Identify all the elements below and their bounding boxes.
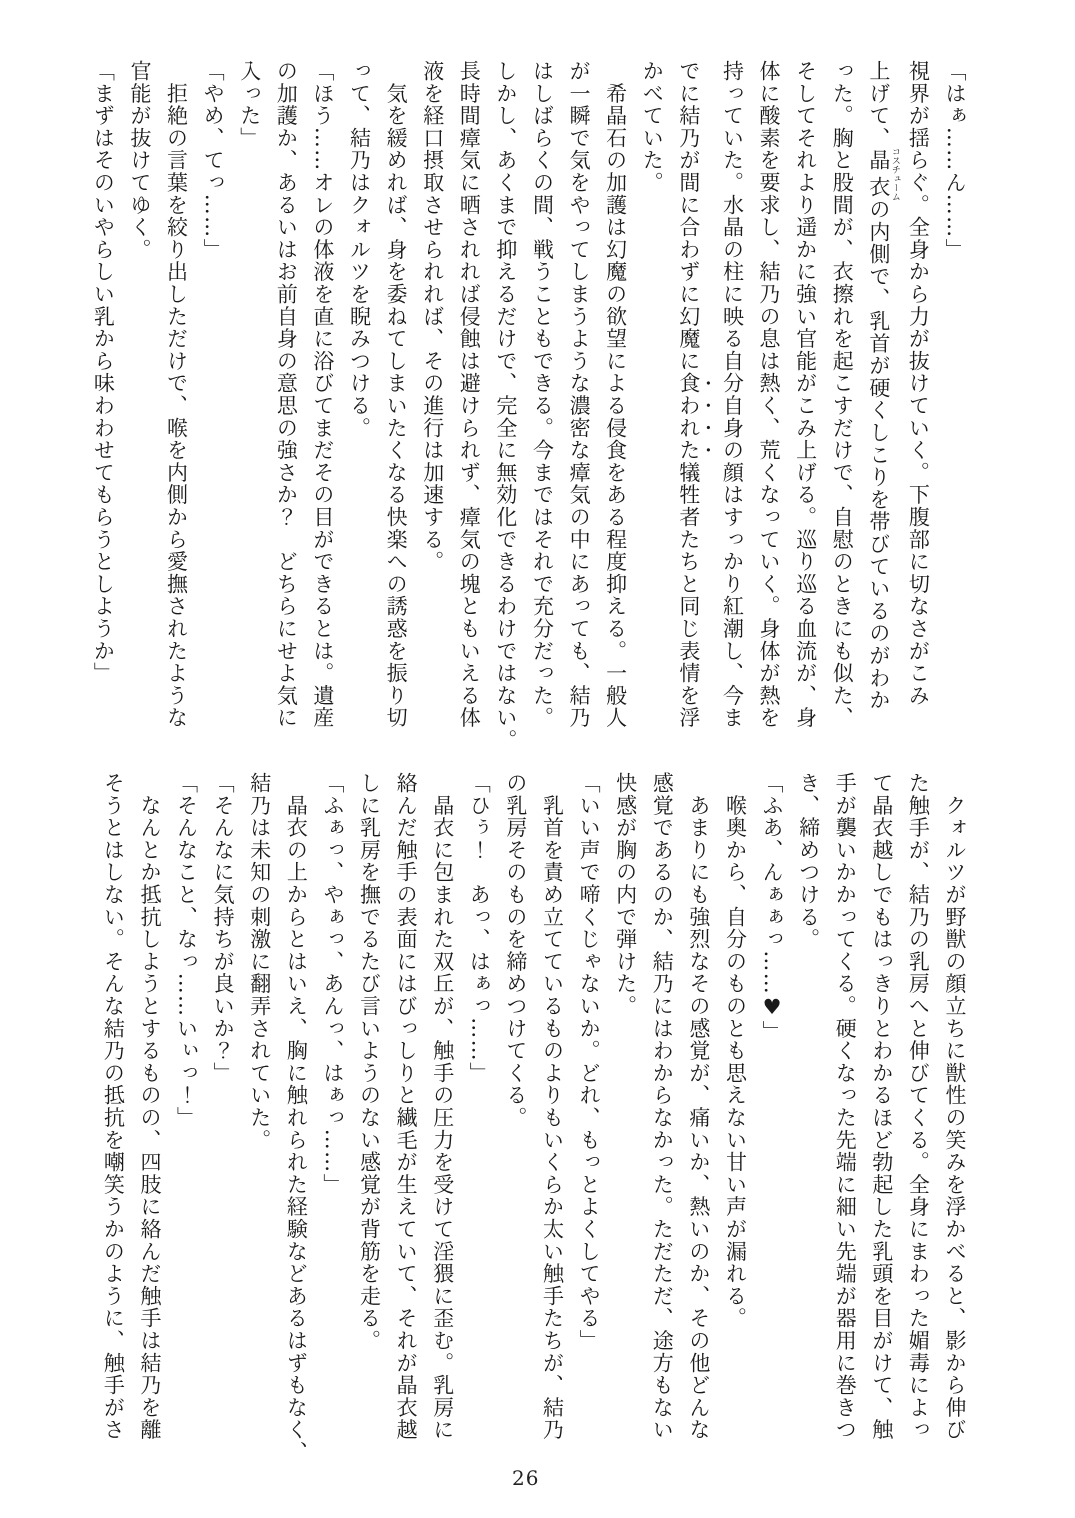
text-block-top [85, 60, 973, 760]
text-line: の乳房そのものを締めつけてくる。 [503, 772, 528, 1129]
text-line: 「はぁ……ん……」 [943, 60, 967, 261]
text-line: 官能が抜けてゆく。 [127, 60, 152, 261]
text-line: しかし、あくまで抑えるだけで、完全に無効化できるわけではない。 [493, 60, 518, 752]
text-line: 晶衣の上からとはいえ、胸に触れられた経験などあるはずもなく、 [284, 772, 309, 1464]
text-line: 結乃は未知の刺激に翻弄されていた。 [247, 772, 272, 1152]
text-line: 「ふあ、んぁぁっ……♥」 [760, 772, 785, 1043]
text-line: 喉奥から、自分のものとも思えない甘い声が漏れる。 [723, 772, 748, 1330]
text-line: た触手が、結乃の乳房へと伸びてくる。全身にまわった媚毒によっ [906, 772, 931, 1441]
text-line: 拒絶の言葉を絞り出しただけで、喉を内側から愛撫されたような [164, 60, 189, 729]
text-line: 液を経口摂取させられれば、その進行は加速する。 [420, 60, 445, 573]
text-line: 希晶石の加護は幻魔の欲望による侵食をある程度抑える。一般人 [603, 60, 628, 729]
text-line: 上げて、晶衣 コスチュームの内側で、乳首が硬くしこりを帯びているのがわか [866, 60, 900, 712]
text-line: そうとはしない。そんな結乃の抵抗を嘲笑うかのように、触手がさ [101, 772, 126, 1441]
text-line: 気を緩めれば、身を委ねてしまいたくなる快楽への誘惑を振り切 [384, 60, 409, 729]
text-block-bottom [95, 772, 973, 1472]
text-line: った。胸と股間が、衣擦れを起こすだけで、自慰のときにも似た、 [830, 60, 855, 729]
text-line: 絡んだ触手の表面にはびっしりと繊毛が生えていて、それが晶衣越 [394, 772, 419, 1441]
text-line: 入った」 [237, 60, 262, 150]
text-line: って、結乃はクォルツを睨みつける。 [347, 60, 372, 440]
text-line: 「そんなこと、なっ……いぃっ！」 [174, 772, 199, 1129]
text-line: 晶衣に包まれた双丘が、触手の圧力を受けて淫猥に歪む。乳房に [430, 772, 455, 1441]
text-line: でに結乃が間に合わずに幻魔に食われた犠牲者たちと同じ表情を浮 [676, 60, 701, 730]
text-line: 「ひぅ！ あっ、はぁっ……」 [467, 772, 492, 1085]
text-line: 感覚であるのか、結乃にはわからなかった。ただただ、途方もない [650, 772, 675, 1441]
text-line: 手が襲いかかってくる。硬くなった先端に細い先端が器用に巻きつ [833, 772, 858, 1441]
text-line: 「やめ、てっ……」 [201, 60, 226, 261]
text-line: はしばらくの間、戦うこともできる。今まではそれで充分だった。 [530, 60, 555, 729]
text-line: 「ほう……オレの体液を直に浴びてまだその目ができるとは。遺産 [310, 60, 335, 729]
text-line: の加護か、あるいはお前自身の意思の強さか？ どちらにせよ気に [274, 60, 299, 729]
text-line: て晶衣越しでもはっきりとわかるほど勃起した乳頭を目がけて、触 [869, 772, 894, 1441]
text-line: 「いい声で啼くじゃないか。どれ、もっとよくしてやる」 [577, 772, 602, 1352]
text-line: 快感が胸の内で弾けた。 [613, 772, 638, 1018]
text-line: かべていた。 [640, 60, 665, 194]
text-line: 「そんなに気持ちが良いか？」 [211, 772, 236, 1085]
text-line: 「ふぁっ、やぁっ、あんっ、はぁっ……」 [320, 772, 345, 1196]
text-line: 持っていた。水晶の柱に映る自分自身の顔はすっかり紅潮し、今ま [720, 60, 745, 729]
page-number: 26 [512, 1466, 540, 1490]
text-line: クォルツが野獣の顔立ちに獣性の笑みを浮かべると、影から伸び [943, 772, 967, 1441]
text-line: そしてそれより遥かに強い官能がこみ上げる。巡り巡る血流が、身 [793, 60, 818, 729]
text-line: あまりにも強烈なその感覚が、痛いか、熱いのか、その他どんな [686, 772, 711, 1441]
text-line: 長時間瘴気に晒されれば侵蝕は避けられず、瘴気の塊ともいえる体 [457, 60, 482, 729]
text-line: 「まずはそのいやらしい乳から味わわせてもらうとしようか」 [91, 60, 116, 685]
text-line: き、締めつける。 [796, 772, 821, 951]
text-line: なんとか抵抗しようとするものの、四肢に絡んだ触手は結乃を離 [137, 772, 162, 1441]
text-line: が一瞬で気をやってしまうような濃密な瘴気の中にあっても、結乃 [567, 60, 592, 729]
text-line: 視界が揺らぐ。全身から力が抜けていく。下腹部に切なさがこみ [906, 60, 931, 707]
text-line: しに乳房を撫でるたび言いようのない感覚が背筋を走る。 [357, 772, 382, 1352]
text-line: 体に酸素を要求し、結乃の息は熱く、荒くなっていく。身体が熱を [757, 60, 782, 729]
text-line: 乳首を責め立てているものよりもいくらか太い触手たちが、結乃 [540, 772, 565, 1441]
